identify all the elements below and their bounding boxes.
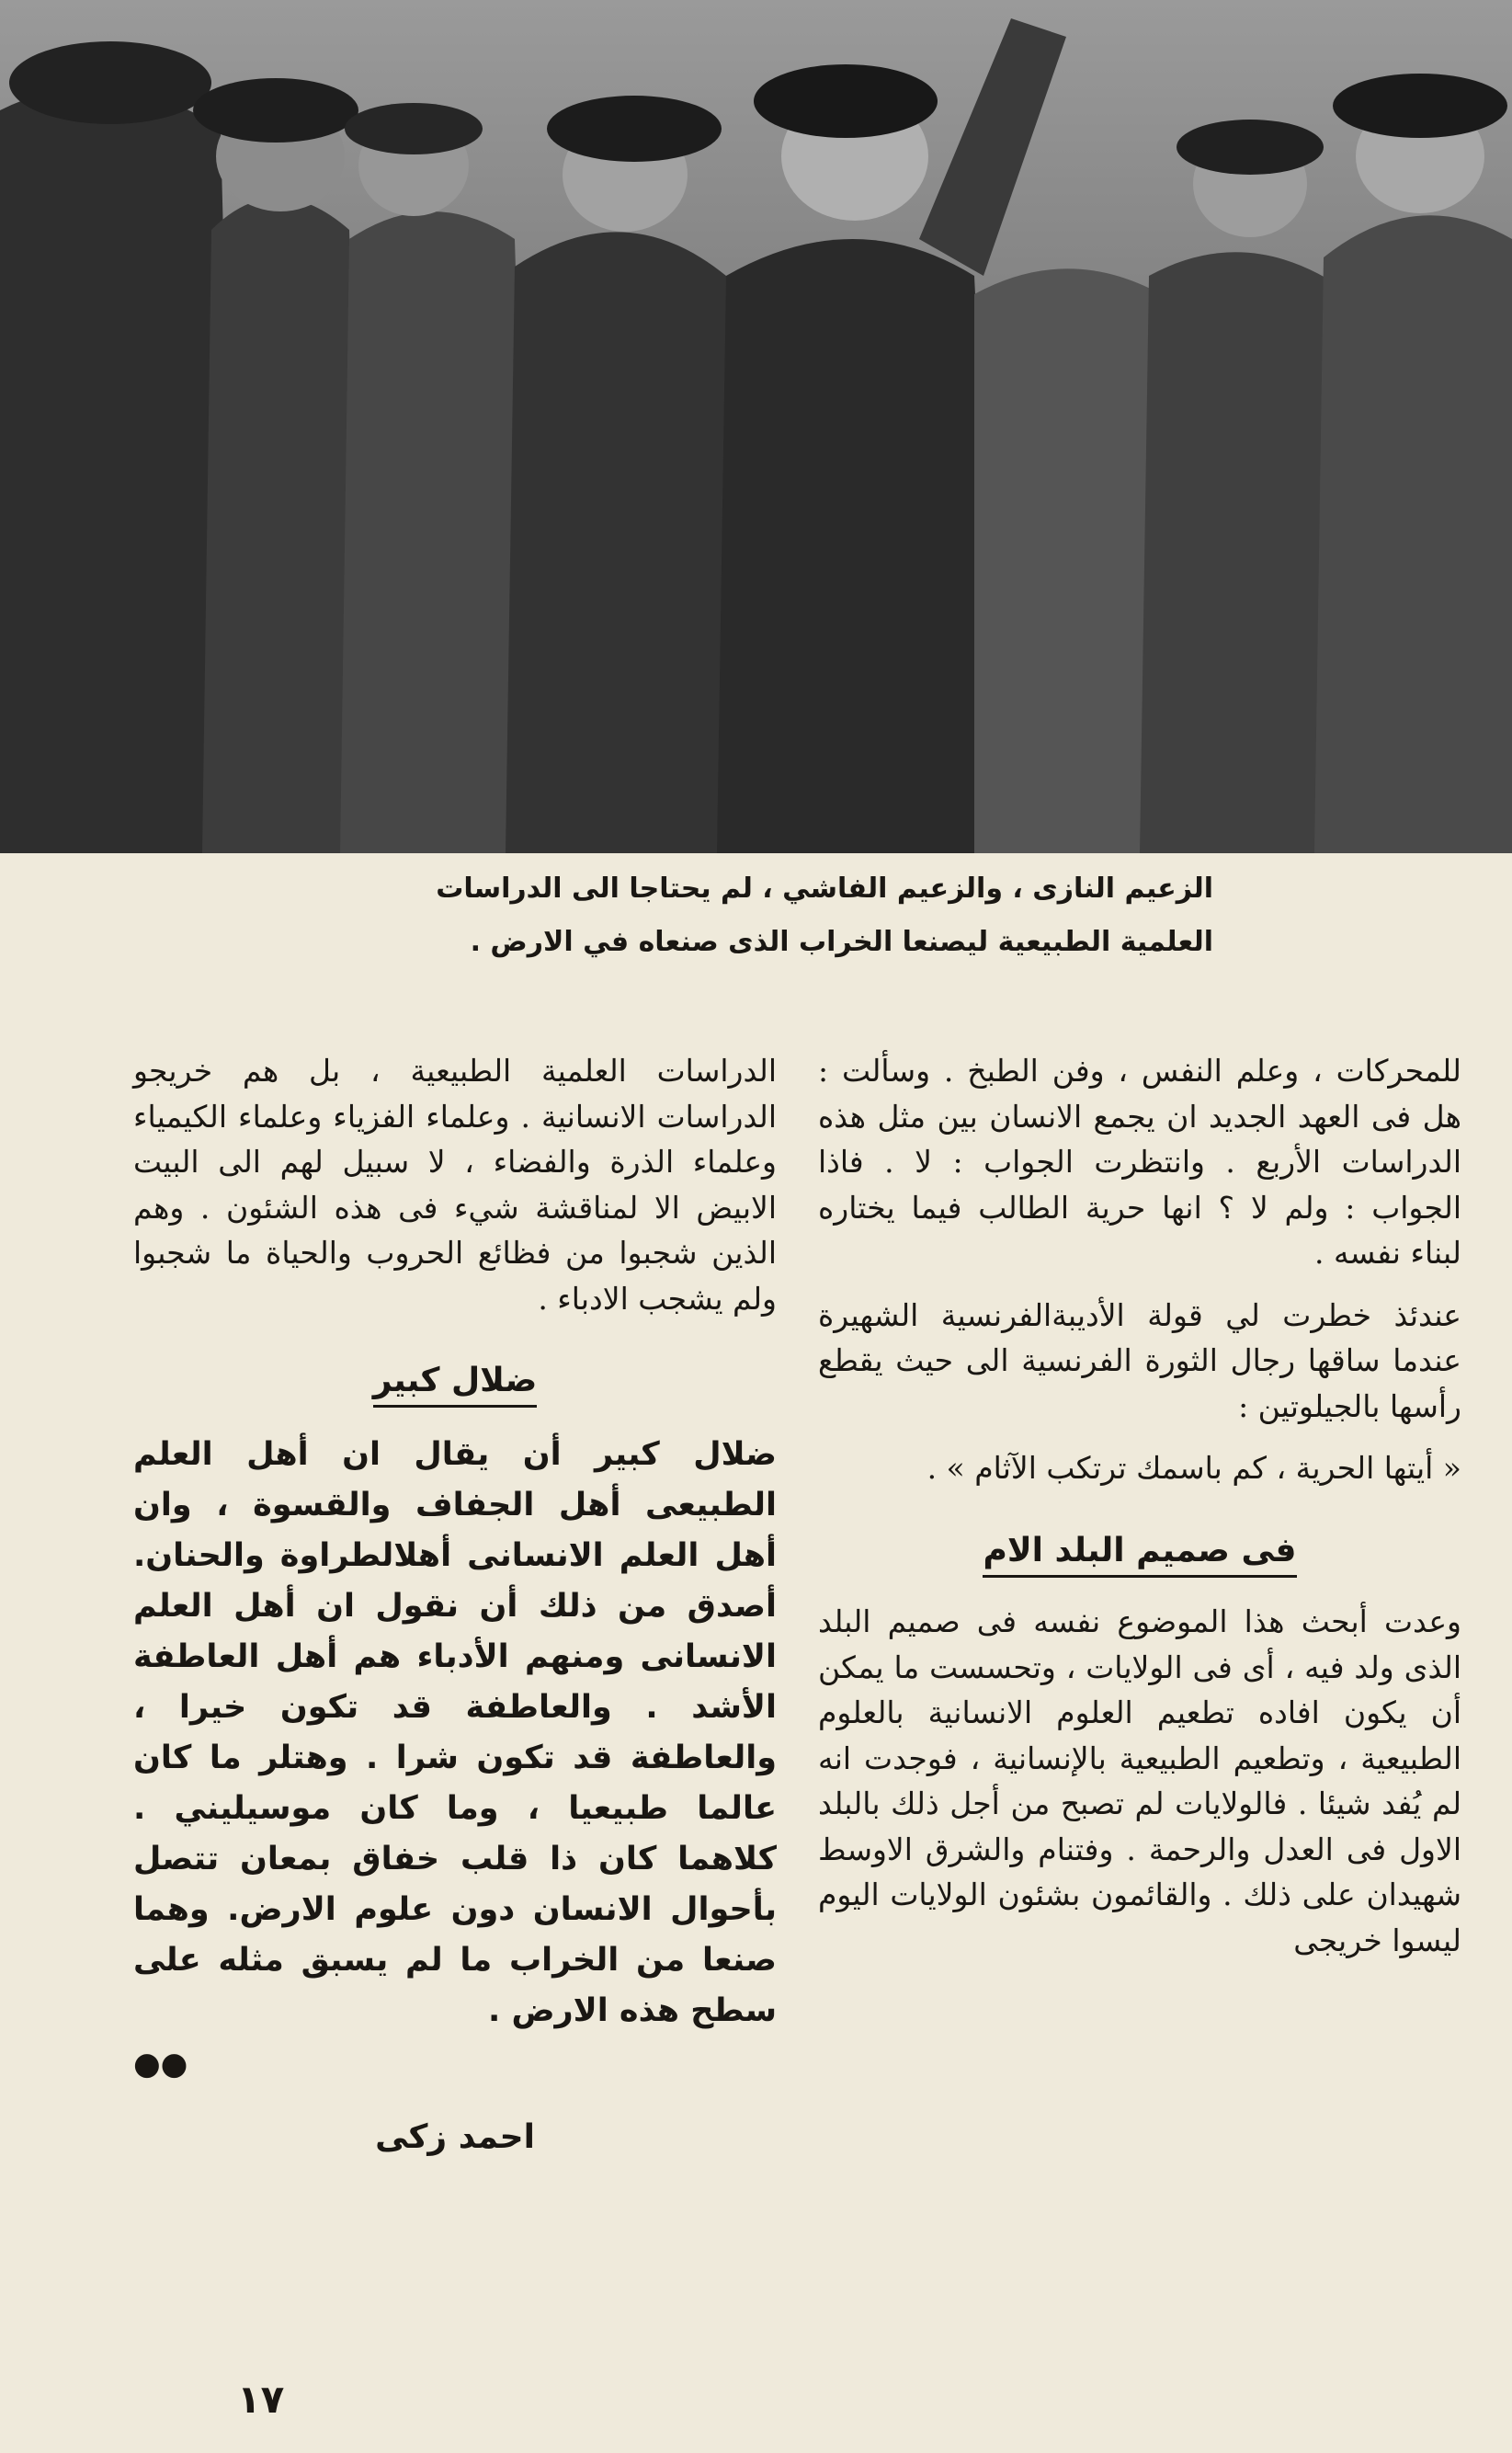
photo-caption <box>303 862 1213 969</box>
caption-line: الزعيم النازى ، والزعيم الفاشي ، لم يحتاجا الى الدراسات <box>436 873 1213 905</box>
body-paragraph: « أيتها الحرية ، كم باسمك ترتكب الآثام » . <box>927 1450 1461 1486</box>
section-heading-text: ضلال كبير <box>373 1362 538 1408</box>
body-paragraph: وعدت أبحث هذا الموضوع نفسه فى صميم البلد الذى ولد فيه ، أى فى الولايات ، وتحسست ما يمكن أن يكون افاده تطعيم العلوم الانسانية بالعلوم الطبيعية ، وتطعيم الطبيعية بالإنسانية ، فوجدت انه لم يُفد شيئا . فالولايات لم تصبح من أجل ذلك بالبلد الاول فى العدل والرحمة . وفتنام والشرق الاوسط شهيدان على ذلك . والقائمون بشئون الولايات اليوم ليسوا خريجى <box>818 1603 1461 1958</box>
right-column <box>818 1048 1461 1980</box>
caption-line: العلمية الطبيعية ليصنعا الخراب الذى صنعاه في الارض . <box>470 926 1213 958</box>
end-mark: ●● <box>133 2045 188 2082</box>
body-paragraph: للمحركات ، وعلم النفس ، وفن الطبخ . وسألت : هل فى العهد الجديد ان يجمع الانسان بين مثل هذه الدراسات الأربع . وانتظرت الجواب : لا . فاذا الجواب : ولم لا ؟ انها حرية الطالب فيما يختاره لبناء نفسه . <box>818 1053 1461 1271</box>
author-name: احمد زكى <box>375 2118 535 2156</box>
bold-paragraph: ضلال كبير أن يقال ان أهل العلم الطبيعى أهل الجفاف والقسوة ، وان أهل العلم الانسانى أهلالطراوة والحنان. أصدق من ذلك أن نقول ان أهل العلم الانسانى ومنهم الأدباء هم أهل العاطفة الأشد . والعاطفة قد تكون خيرا ، والعاطفة قد تكون شرا . وهتلر ما كان عالما طبيعيا ، وما كان موسيليني . كلاهما كان ذا قلب خفاق بمعان تتصل بأحوال الانسان دون علوم الارض. وهما صنعا من الخراب ما لم يسبق مثله على سطح هذه الارض . <box>133 1435 777 2029</box>
photo-illustration <box>0 0 1512 853</box>
body-paragraph: الدراسات العلمية الطبيعية ، بل هم خريجو الدراسات الانسانية . وعلماء الفزياء وعلماء الكيمياء وعلماء الذرة والفضاء ، لا سبيل لهم الى البيت الابيض الا لمناقشة شيء فى هذه الشئون . وهم الذين شجبوا من فظائع الحروب والحياة ما شجبوا ولم يشجب الادباء . <box>133 1053 777 1317</box>
page-number: ١٧ <box>237 2377 285 2422</box>
section-heading-text: فى صميم البلد الام <box>983 1532 1296 1578</box>
section-heading <box>133 1358 777 1404</box>
historical-photo <box>0 0 1512 853</box>
left-column <box>133 1048 777 2161</box>
section-heading <box>818 1528 1461 1574</box>
body-paragraph: عندئذ خطرت لي قولة الأديبةالفرنسية الشهيرة عندما ساقها رجال الثورة الفرنسية الى حيث يقطع رأسها بالجيلوتين : <box>818 1296 1461 1424</box>
